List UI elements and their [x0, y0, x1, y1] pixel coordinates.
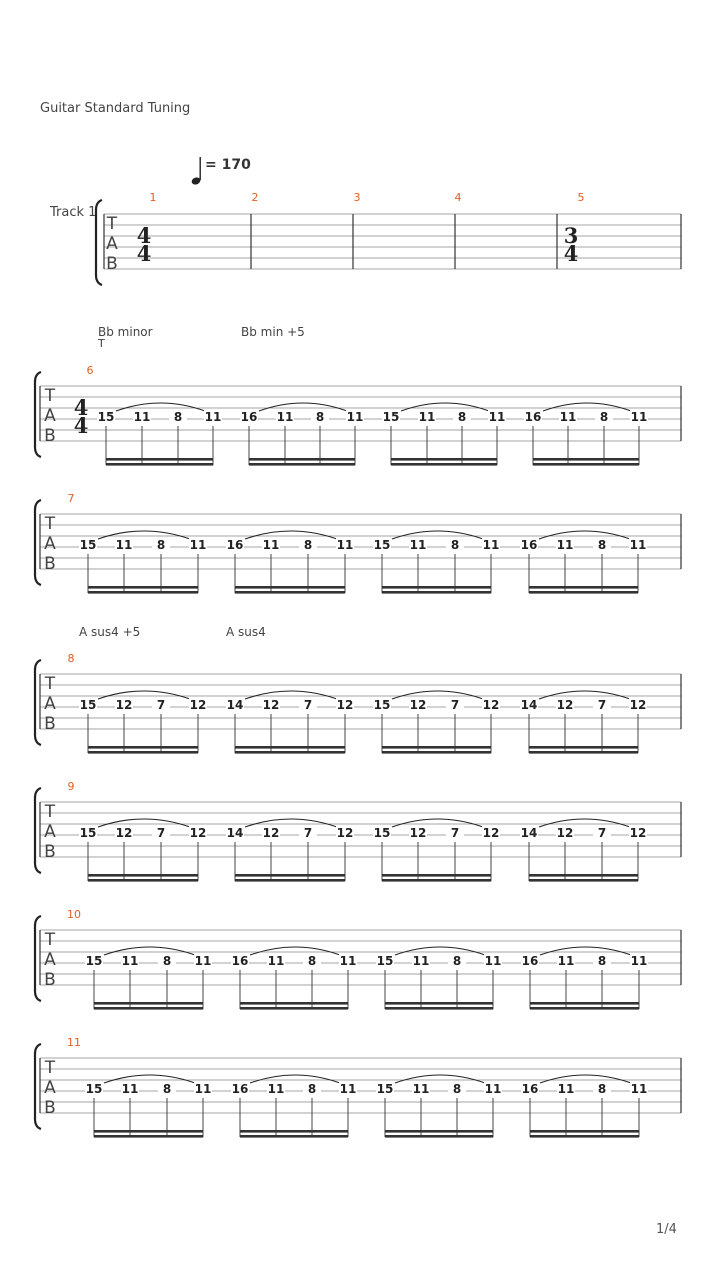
tab-clef-b: B [44, 1098, 56, 1118]
fret-number: 11 [204, 410, 222, 424]
beam [530, 1130, 639, 1133]
fret-number: 16 [520, 538, 538, 552]
slur-arc [259, 403, 347, 411]
fret-number: 16 [521, 1082, 539, 1096]
slur-arc [392, 691, 483, 699]
tab-clef-b: B [44, 714, 56, 734]
beam [529, 874, 638, 877]
beam [530, 1007, 639, 1010]
beam [530, 1002, 639, 1005]
tab-clef-t: T [44, 514, 56, 534]
fret-number: 8 [162, 954, 172, 968]
note-group [79, 691, 207, 754]
note-group [97, 403, 222, 466]
beam [240, 1135, 348, 1138]
tab-system [35, 652, 681, 754]
fret-number: 11 [630, 954, 648, 968]
measure-number: 7 [67, 492, 75, 505]
fret-number: 8 [457, 410, 467, 424]
tab-clef-a: A [44, 534, 56, 554]
tab-clef-b: B [44, 426, 56, 446]
slur-arc [98, 531, 190, 539]
tab-system [35, 908, 681, 1010]
beam [529, 879, 638, 882]
fret-number: 15 [373, 826, 391, 840]
slur-arc [539, 531, 630, 539]
slur-arc [543, 403, 631, 411]
fret-number: 11 [418, 410, 436, 424]
beam [382, 874, 491, 877]
note-group [240, 403, 364, 466]
note-group [85, 1075, 212, 1138]
beam [88, 591, 198, 594]
beam [382, 586, 491, 589]
fret-number: 11 [412, 1082, 430, 1096]
fret-number: 15 [79, 826, 97, 840]
tuning-label: Guitar Standard Tuning [40, 101, 191, 116]
fret-number: 11 [267, 1082, 285, 1096]
fret-number: 15 [382, 410, 400, 424]
fret-number: 11 [630, 1082, 648, 1096]
fret-number: 12 [262, 698, 280, 712]
measure-number: 9 [67, 780, 75, 793]
fret-number: 12 [189, 698, 207, 712]
fret-number: 8 [307, 954, 317, 968]
fret-number: 11 [339, 954, 357, 968]
time-signature-3-4-numerator: 3 [563, 223, 579, 248]
fret-number: 7 [597, 698, 607, 712]
fret-number: 12 [409, 826, 427, 840]
beam [382, 751, 491, 754]
tab-clef-t: T [44, 386, 56, 406]
fret-number: 8 [303, 538, 313, 552]
beam [88, 874, 198, 877]
fret-number: 7 [156, 826, 166, 840]
fret-number: 15 [79, 698, 97, 712]
beam [391, 458, 497, 461]
beam [235, 879, 345, 882]
time-signature-3-4-denominator: 4 [563, 241, 579, 266]
fret-number: 14 [226, 826, 244, 840]
fret-number: 12 [189, 826, 207, 840]
fret-number: 12 [336, 698, 354, 712]
beam [385, 1007, 493, 1010]
beam [385, 1002, 493, 1005]
tab-system [35, 492, 681, 594]
chord-a-sus4: A sus4 [226, 625, 266, 639]
tab-system [35, 364, 681, 466]
measure-number: 4 [454, 191, 462, 204]
beam [530, 1135, 639, 1138]
tab-clef-b: B [44, 970, 56, 990]
beam [94, 1130, 203, 1133]
fret-number: 11 [115, 538, 133, 552]
fret-number: 15 [373, 538, 391, 552]
note-group [382, 403, 506, 466]
slur-arc [250, 947, 340, 955]
slur-arc [540, 947, 631, 955]
beam [240, 1130, 348, 1133]
fret-number: 11 [484, 954, 502, 968]
tab-clef-t: T [44, 1058, 56, 1078]
note-group [373, 531, 500, 594]
tab-clef-t: T [44, 930, 56, 950]
slur-arc [392, 819, 483, 827]
tab-system [35, 1036, 681, 1138]
slur-arc [104, 1075, 195, 1083]
fret-number: 7 [450, 826, 460, 840]
slur-arc [540, 1075, 631, 1083]
fret-number: 8 [597, 538, 607, 552]
fret-number: 11 [557, 1082, 575, 1096]
fret-number: 11 [336, 538, 354, 552]
fret-number: 11 [556, 538, 574, 552]
measure-number: 10 [67, 908, 81, 921]
beam [533, 458, 639, 461]
note-group [520, 531, 647, 594]
slur-arc [539, 819, 630, 827]
fret-number: 12 [115, 698, 133, 712]
slur-arc [401, 403, 489, 411]
fret-number: 16 [240, 410, 258, 424]
fret-number: 11 [409, 538, 427, 552]
time-signature-4-4-numerator: 4 [136, 223, 152, 248]
slur-arc [395, 947, 485, 955]
fret-number: 16 [521, 954, 539, 968]
fret-number: 8 [599, 410, 609, 424]
fret-number: 12 [409, 698, 427, 712]
fret-number: 11 [559, 410, 577, 424]
slur-arc [116, 403, 205, 411]
measure-number: 6 [86, 364, 94, 377]
tab-clef-a: A [44, 950, 56, 970]
fret-number: 12 [482, 826, 500, 840]
fret-number: 11 [262, 538, 280, 552]
beam [385, 1130, 493, 1133]
beam [240, 1007, 348, 1010]
note-group [79, 819, 207, 882]
note-group [521, 1075, 648, 1138]
fret-number: 11 [482, 538, 500, 552]
chord-bb-minor-mark: T [98, 337, 105, 350]
fret-number: 8 [315, 410, 325, 424]
tab-clef-t: T [44, 802, 56, 822]
beam [385, 1135, 493, 1138]
fret-number: 12 [629, 698, 647, 712]
fret-number: 11 [133, 410, 151, 424]
slur-arc [392, 531, 483, 539]
fret-number: 11 [267, 954, 285, 968]
fret-number: 12 [336, 826, 354, 840]
tempo-marking: = 170 [205, 157, 251, 173]
slur-arc [245, 819, 337, 827]
fret-number: 11 [629, 538, 647, 552]
fret-number: 11 [346, 410, 364, 424]
fret-number: 12 [115, 826, 133, 840]
beam [240, 1002, 348, 1005]
beam [382, 591, 491, 594]
intro-system [96, 191, 681, 285]
fret-number: 7 [303, 826, 313, 840]
fret-number: 16 [231, 954, 249, 968]
time-signature-4-4-denominator: 4 [73, 413, 89, 438]
fret-number: 11 [189, 538, 207, 552]
note-group [85, 947, 212, 1010]
fret-number: 8 [156, 538, 166, 552]
fret-number: 12 [262, 826, 280, 840]
fret-number: 15 [373, 698, 391, 712]
slur-arc [245, 531, 337, 539]
fret-number: 8 [452, 1082, 462, 1096]
fret-number: 8 [307, 1082, 317, 1096]
fret-number: 16 [524, 410, 542, 424]
fret-number: 15 [85, 954, 103, 968]
system-bracket [96, 200, 102, 285]
fret-number: 12 [556, 698, 574, 712]
beam [249, 458, 355, 461]
measure-number: 11 [67, 1036, 81, 1049]
fret-number: 14 [520, 826, 538, 840]
slur-arc [98, 819, 190, 827]
note-group [226, 819, 354, 882]
beam [106, 463, 213, 466]
beam [88, 586, 198, 589]
beam [235, 746, 345, 749]
fret-number: 14 [520, 698, 538, 712]
note-group [231, 1075, 357, 1138]
page-number: 1/4 [656, 1222, 677, 1237]
fret-number: 12 [482, 698, 500, 712]
tab-clef-a: A [44, 822, 56, 842]
beam [533, 463, 639, 466]
note-group [376, 947, 502, 1010]
beam [94, 1007, 203, 1010]
beam [235, 586, 345, 589]
beam [235, 591, 345, 594]
fret-number: 8 [452, 954, 462, 968]
note-group [376, 1075, 502, 1138]
slur-arc [104, 947, 195, 955]
slur-arc [250, 1075, 340, 1083]
fret-number: 8 [597, 1082, 607, 1096]
slur-arc [245, 691, 337, 699]
beam [382, 879, 491, 882]
fret-number: 11 [121, 1082, 139, 1096]
note-group [226, 691, 354, 754]
tab-system [35, 780, 681, 882]
fret-number: 11 [339, 1082, 357, 1096]
fret-number: 11 [630, 410, 648, 424]
chord-bb-minor: Bb minor [98, 325, 153, 339]
tab-clef-t: T [106, 214, 118, 234]
fret-number: 7 [597, 826, 607, 840]
fret-number: 11 [488, 410, 506, 424]
slur-arc [395, 1075, 485, 1083]
fret-number: 15 [97, 410, 115, 424]
tab-clef-a: A [44, 694, 56, 714]
time-signature-4-4-numerator: 4 [73, 395, 89, 420]
note-group [231, 947, 357, 1010]
beam [235, 751, 345, 754]
note-group [520, 691, 647, 754]
fret-number: 7 [303, 698, 313, 712]
beam [106, 458, 213, 461]
beam [88, 751, 198, 754]
note-group [524, 403, 648, 466]
fret-number: 11 [557, 954, 575, 968]
note-group [521, 947, 648, 1010]
measure-number: 8 [67, 652, 75, 665]
fret-number: 15 [85, 1082, 103, 1096]
beam [94, 1002, 203, 1005]
tab-clef-b: B [44, 842, 56, 862]
tab-clef-b: B [44, 554, 56, 574]
fret-number: 12 [629, 826, 647, 840]
fret-number: 8 [597, 954, 607, 968]
tab-clef-b: B [106, 254, 118, 274]
fret-number: 12 [556, 826, 574, 840]
fret-number: 11 [484, 1082, 502, 1096]
note-group [79, 531, 207, 594]
beam [529, 591, 638, 594]
beam [235, 874, 345, 877]
note-group [373, 691, 500, 754]
tab-clef-a: A [106, 234, 118, 254]
time-signature-4-4-denominator: 4 [136, 241, 152, 266]
fret-number: 7 [156, 698, 166, 712]
beam [382, 746, 491, 749]
note-group [373, 819, 500, 882]
beam [391, 463, 497, 466]
fret-number: 16 [231, 1082, 249, 1096]
track-name[interactable]: Track 1 [50, 205, 97, 220]
note-group [226, 531, 354, 594]
beam [529, 751, 638, 754]
fret-number: 14 [226, 698, 244, 712]
chord-a-sus4-plus5: A sus4 +5 [79, 625, 141, 639]
note-group [520, 819, 647, 882]
beam [249, 463, 355, 466]
fret-number: 11 [121, 954, 139, 968]
fret-number: 11 [412, 954, 430, 968]
fret-number: 15 [376, 1082, 394, 1096]
tab-clef-a: A [44, 406, 56, 426]
beam [88, 879, 198, 882]
fret-number: 15 [79, 538, 97, 552]
measure-number: 5 [577, 191, 585, 204]
measure-number: 3 [353, 191, 361, 204]
fret-number: 8 [173, 410, 183, 424]
fret-number: 15 [376, 954, 394, 968]
fret-number: 16 [226, 538, 244, 552]
tab-clef-t: T [44, 674, 56, 694]
beam [529, 746, 638, 749]
fret-number: 7 [450, 698, 460, 712]
fret-number: 11 [276, 410, 294, 424]
beam [88, 746, 198, 749]
beam [529, 586, 638, 589]
fret-number: 8 [162, 1082, 172, 1096]
fret-number: 11 [194, 1082, 212, 1096]
beam [94, 1135, 203, 1138]
slur-arc [539, 691, 630, 699]
fret-number: 11 [194, 954, 212, 968]
measure-number: 1 [149, 191, 157, 204]
measure-number: 2 [251, 191, 259, 204]
tab-clef-a: A [44, 1078, 56, 1098]
slur-arc [98, 691, 190, 699]
fret-number: 8 [450, 538, 460, 552]
chord-bb-min-plus5: Bb min +5 [241, 325, 305, 339]
